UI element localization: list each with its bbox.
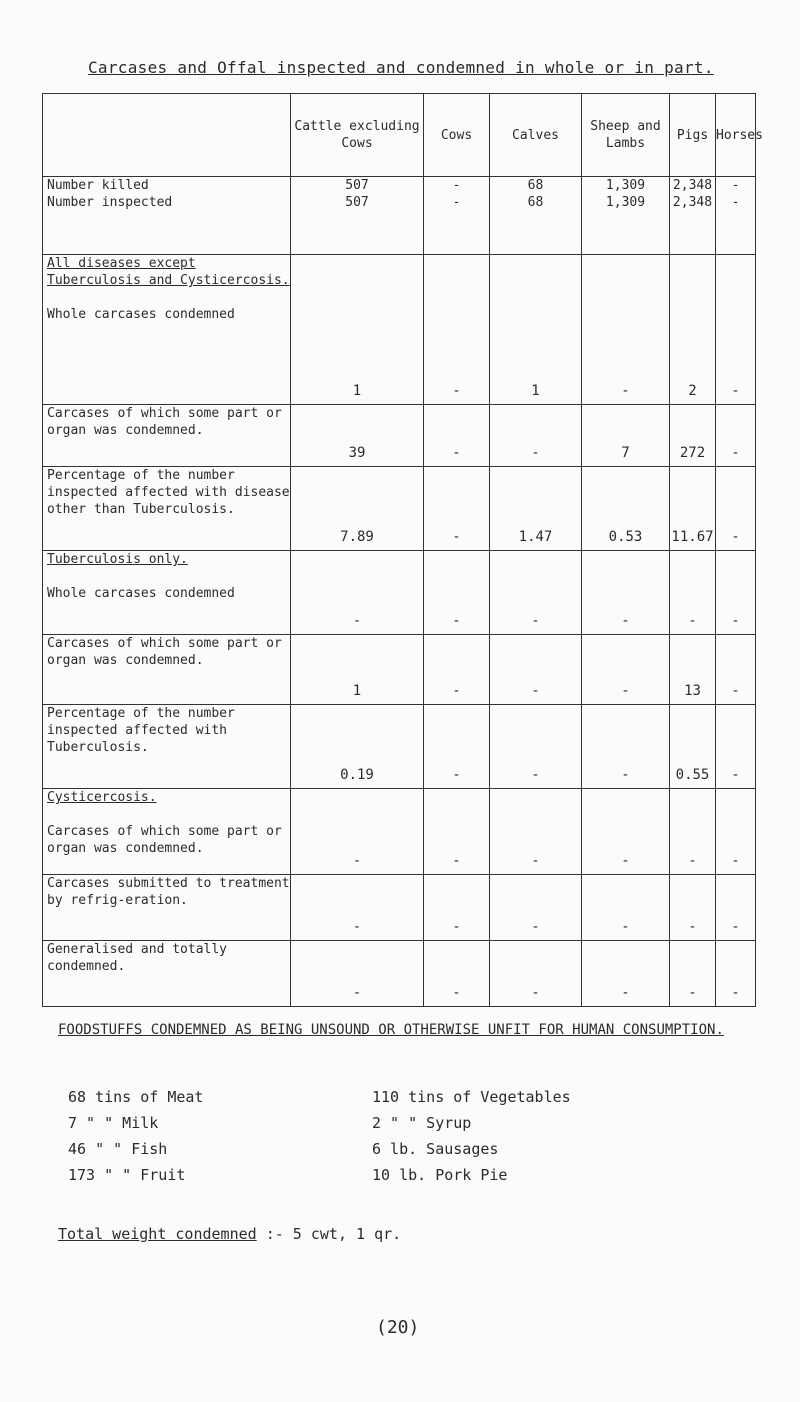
table-cell: -	[716, 875, 756, 941]
total-label: Total weight condemned	[58, 1225, 257, 1243]
foodstuffs-title: FOODSTUFFS CONDEMNED AS BEING UNSOUND OR OTHERWISE UNFIT FOR HUMAN CONSUMPTION.	[58, 1022, 724, 1038]
table-cell: -	[716, 551, 756, 635]
table-cell: -	[582, 789, 670, 875]
cell-value: -	[731, 195, 740, 210]
list-item: 2 " " Syrup	[372, 1114, 472, 1132]
total-value: :- 5 cwt, 1 qr.	[265, 1225, 402, 1243]
table-cell: -	[490, 405, 582, 467]
table-cell: -	[490, 789, 582, 875]
table-cell: -	[291, 789, 424, 875]
table-cell: -	[291, 551, 424, 635]
table-cell	[424, 177, 490, 255]
page-title: Carcases and Offal inspected and condemned in whole or in part.	[88, 58, 714, 77]
column-header	[43, 94, 291, 177]
table-cell: -	[716, 705, 756, 789]
column-header: Cattle excluding Cows	[291, 94, 424, 177]
table-cell: -	[716, 255, 756, 405]
row-label	[43, 941, 291, 1007]
row-label-text: Percentage of the number inspected affected with Tuberculosis.	[47, 706, 235, 755]
row-label	[43, 705, 291, 789]
cell-value: 68	[527, 178, 544, 193]
list-item: 10 lb. Pork Pie	[372, 1166, 508, 1184]
table-cell: 7.89	[291, 467, 424, 551]
table-cell: 1	[291, 255, 424, 405]
table-row	[43, 705, 756, 789]
table-cell: -	[582, 551, 670, 635]
table-cell: -	[424, 551, 490, 635]
table-cell: -	[716, 789, 756, 875]
total-weight	[58, 1225, 401, 1243]
row-label-text: Whole carcases condemned	[47, 586, 235, 601]
column-header: Horses	[716, 94, 756, 177]
inspection-table	[42, 93, 763, 1007]
table-cell: -	[582, 255, 670, 405]
table-cell: -	[490, 635, 582, 705]
list-item: 173 " " Fruit	[68, 1166, 186, 1184]
cell-value: 2,348	[672, 178, 713, 193]
row-label-text: Carcases submitted to treatment by refrig-eration.	[47, 876, 290, 908]
row-label-text: Generalised and totally condemned.	[47, 942, 228, 974]
row-label	[43, 635, 291, 705]
foodstuffs-list-right	[372, 1088, 571, 1192]
table-cell: -	[490, 705, 582, 789]
table-cell: -	[424, 635, 490, 705]
table-cell	[291, 177, 424, 255]
row-label	[43, 177, 291, 255]
table-row	[43, 405, 756, 467]
cell-value: 1,309	[605, 195, 646, 210]
page-number: (20)	[376, 1317, 420, 1338]
table-cell: 2	[670, 255, 716, 405]
table-row	[43, 635, 756, 705]
table-cell	[582, 177, 670, 255]
table-cell: -	[716, 635, 756, 705]
table-cell: -	[490, 551, 582, 635]
table-cell: -	[716, 467, 756, 551]
table-cell: -	[424, 467, 490, 551]
list-item: 68 tins of Meat	[68, 1088, 204, 1106]
cell-value: -	[452, 195, 461, 210]
table-cell	[490, 177, 582, 255]
cell-value: 2,348	[672, 195, 713, 210]
table-cell: -	[490, 875, 582, 941]
table-row	[43, 177, 756, 255]
cell-value: 507	[345, 178, 369, 193]
table-row	[43, 941, 756, 1007]
table-cell: 7	[582, 405, 670, 467]
row-label-line: Number inspected	[47, 195, 173, 210]
table-cell: -	[291, 941, 424, 1007]
table-cell: 1	[490, 255, 582, 405]
table-cell: -	[670, 941, 716, 1007]
table-row	[43, 467, 756, 551]
row-label-text: Carcases of which some part or organ was condemned.	[47, 406, 282, 438]
table-cell: 0.53	[582, 467, 670, 551]
list-item: 6 lb. Sausages	[372, 1140, 499, 1158]
cell-value: 68	[527, 195, 544, 210]
foodstuffs-list-left	[68, 1088, 203, 1192]
list-item: 7 " " Milk	[68, 1114, 159, 1132]
cell-value: -	[452, 178, 461, 193]
table-cell: -	[670, 551, 716, 635]
row-label	[43, 405, 291, 467]
table-row	[43, 551, 756, 635]
row-label	[43, 789, 291, 875]
table-cell: -	[716, 405, 756, 467]
table-cell: -	[424, 255, 490, 405]
table-cell: -	[424, 789, 490, 875]
table-cell: -	[424, 875, 490, 941]
table-cell	[716, 177, 756, 255]
list-item: 110 tins of Vegetables	[372, 1088, 571, 1106]
table-row	[43, 255, 756, 405]
table-cell: -	[424, 705, 490, 789]
cell-value: 507	[345, 195, 369, 210]
list-item: 46 " " Fish	[68, 1140, 168, 1158]
section-heading: All diseases except Tuberculosis and Cysticercosis.	[47, 256, 290, 288]
table-cell: 0.19	[291, 705, 424, 789]
row-label	[43, 551, 291, 635]
table-cell: 13	[670, 635, 716, 705]
row-label-text: Carcases of which some part or organ was condemned.	[47, 636, 282, 668]
column-header: Calves	[490, 94, 582, 177]
row-label	[43, 255, 291, 405]
table-cell: -	[582, 941, 670, 1007]
row-label-text: Whole carcases condemned	[47, 307, 235, 322]
section-heading: Tuberculosis only.	[47, 552, 188, 567]
cell-value: -	[731, 178, 740, 193]
table-cell: 272	[670, 405, 716, 467]
cell-value: 1,309	[605, 178, 646, 193]
table-cell: 1	[291, 635, 424, 705]
column-header: Cows	[424, 94, 490, 177]
table-cell	[670, 177, 716, 255]
table-row	[43, 789, 756, 875]
table-cell: -	[291, 875, 424, 941]
table-cell: 39	[291, 405, 424, 467]
column-header: Pigs	[670, 94, 716, 177]
table-cell: -	[670, 789, 716, 875]
row-label-text: Carcases of which some part or organ was condemned.	[47, 824, 282, 856]
table-cell: -	[716, 941, 756, 1007]
section-heading: Cysticercosis.	[47, 790, 157, 805]
table-cell: -	[582, 705, 670, 789]
table-cell: -	[490, 941, 582, 1007]
row-label	[43, 467, 291, 551]
table-cell: 11.67	[670, 467, 716, 551]
table-cell: -	[582, 875, 670, 941]
table-header-row	[43, 94, 756, 177]
table-cell: 1.47	[490, 467, 582, 551]
row-label-text: Percentage of the number inspected affected with disease other than Tuberculosis.	[47, 468, 290, 517]
table-cell: 0.55	[670, 705, 716, 789]
row-label-line: Number killed	[47, 178, 149, 193]
row-label	[43, 875, 291, 941]
table-cell: -	[582, 635, 670, 705]
table-cell: -	[424, 405, 490, 467]
table-cell: -	[670, 875, 716, 941]
table-cell: -	[424, 941, 490, 1007]
table-row	[43, 875, 756, 941]
column-header: Sheep and Lambs	[582, 94, 670, 177]
